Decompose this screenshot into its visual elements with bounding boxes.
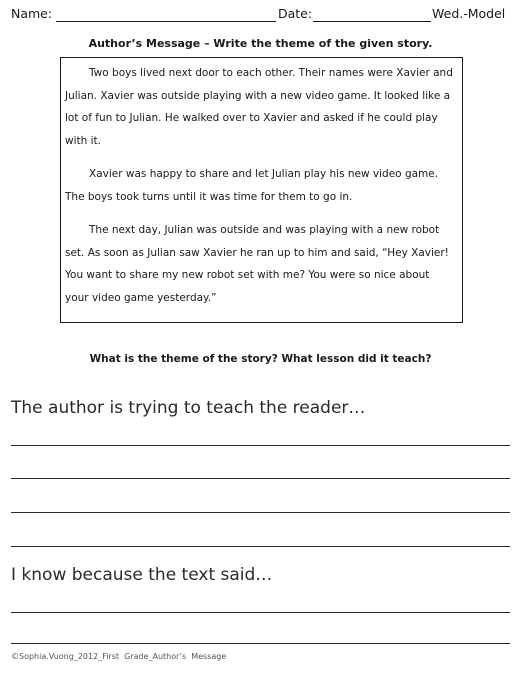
story-paragraph: Xavier was happy to share and let Julian play his new video game. The boys took turns until it was time for them to go in. <box>65 168 439 203</box>
date-label: Date: <box>278 6 313 21</box>
story-box <box>60 57 463 323</box>
worksheet-title: Author’s Message – Write the theme of the given story. <box>88 37 433 50</box>
teach-prompt: The author is trying to teach the reader… <box>11 398 366 418</box>
day-model-label: Wed.-Model <box>432 6 506 21</box>
header <box>0 4 521 24</box>
story-paragraph: The next day, Julian was outside and was playing with a new robot set. As soon as Julian saw Xavier he ran up to him and said, “Hey Xavier! You want to share my new robot set with me? You were so nice about your video game yesterday.” <box>65 224 449 304</box>
theme-question: What is the theme of the story? What lesson did it teach? <box>89 353 432 365</box>
answer-line[interactable] <box>11 478 510 479</box>
name-label: Name: <box>11 6 53 21</box>
answer-line[interactable] <box>11 643 510 644</box>
answer-line[interactable] <box>11 612 510 613</box>
date-blank[interactable] <box>313 21 431 22</box>
name-blank[interactable] <box>56 21 276 22</box>
answer-line[interactable] <box>11 445 510 446</box>
copyright-footer: ©Sophia.Vuong_2012_First Grade_Author’s Message <box>11 652 227 661</box>
answer-line[interactable] <box>11 512 510 513</box>
answer-line[interactable] <box>11 546 510 547</box>
story-paragraph: Two boys lived next door to each other. Their names were Xavier and Julian. Xavier was outside playing with a new video game. It looked like a lot of fun to Julian. He walked over to Xavier and asked if he could play with it. <box>65 67 453 147</box>
because-prompt: I know because the text said… <box>11 565 273 585</box>
